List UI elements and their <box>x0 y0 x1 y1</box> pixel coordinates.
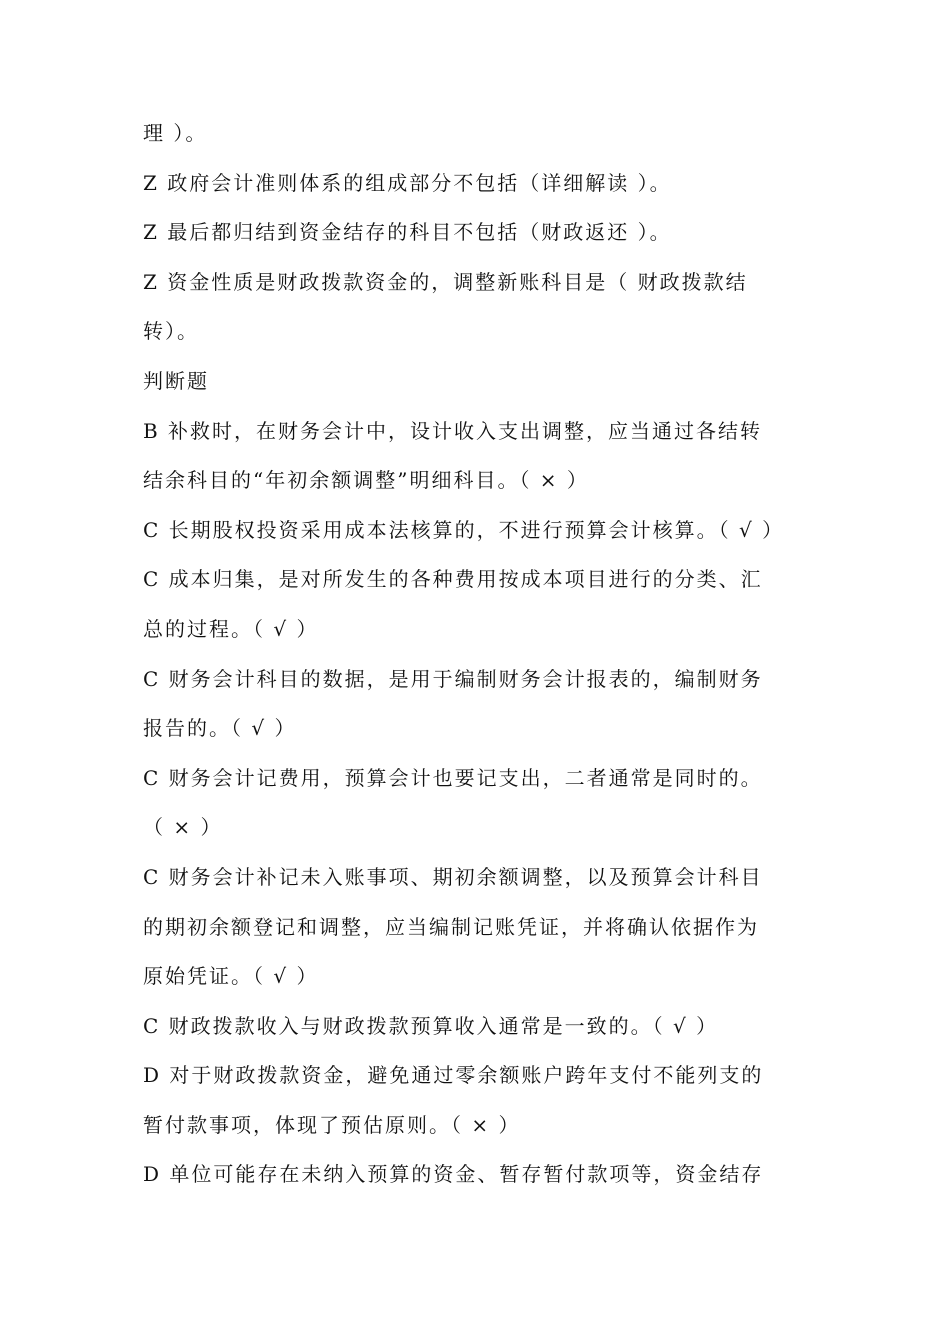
question-line-continuation: 转）。 <box>143 319 199 344</box>
question-line: Z 政府会计准则体系的组成部分不包括（详细解读 ）。 <box>143 170 672 195</box>
judgment-item-line: 总的过程。（ √ ） <box>143 616 319 641</box>
judgment-item-line: 报告的。（ √ ） <box>143 716 297 741</box>
judgment-item-line: C 财务会计科目的数据，是用于编制财务会计报表的，编制财务 <box>143 666 763 691</box>
question-line: Z 最后都归结到资金结存的科目不包括（财政返还 ）。 <box>143 220 672 245</box>
judgment-item-line: C 财务会计记费用，预算会计也要记支出，二者通常是同时的。 <box>143 765 763 790</box>
judgment-item-line: C 财政拨款收入与财政拨款预算收入通常是一致的。（ √ ） <box>143 1013 719 1038</box>
judgment-item-line: （ × ） <box>143 815 223 840</box>
judgment-item-line: 的期初余额登记和调整，应当编制记账凭证，并将确认依据作为 <box>143 914 759 939</box>
judgment-item-line: D 对于财政拨款资金，避免通过零余额账户跨年支付不能列支的 <box>143 1063 764 1088</box>
text-line-continuation: 理 ）。 <box>143 121 208 145</box>
judgment-item-line: B 补救时，在财务会计中，设计收入支出调整，应当通过各结转 <box>143 418 763 443</box>
judgment-item-line: 结余科目的“年初余额调整”明细科目。（ × ） <box>143 468 589 493</box>
judgment-item-line: 原始凭证。（ √ ） <box>143 964 319 989</box>
document-body <box>143 109 811 1200</box>
judgment-item-line: 暂付款事项，体现了预估原则。（ × ） <box>143 1112 521 1137</box>
question-line: Z 资金性质是财政拨款资金的，调整新账科目是（ 财政拨款结 <box>143 269 748 294</box>
judgment-item-line: C 成本归集，是对所发生的各种费用按成本项目进行的分类、汇 <box>143 567 763 592</box>
judgment-item-line: C 财务会计补记未入账事项、期初余额调整，以及预算会计科目 <box>143 864 763 889</box>
judgment-item-line: C 长期股权投资采用成本法核算的，不进行预算会计核算。（ √ ） <box>143 517 785 542</box>
judgment-item-line: D 单位可能存在未纳入预算的资金、暂存暂付款项等，资金结存 <box>143 1162 764 1187</box>
section-heading: 判断题 <box>143 368 209 393</box>
